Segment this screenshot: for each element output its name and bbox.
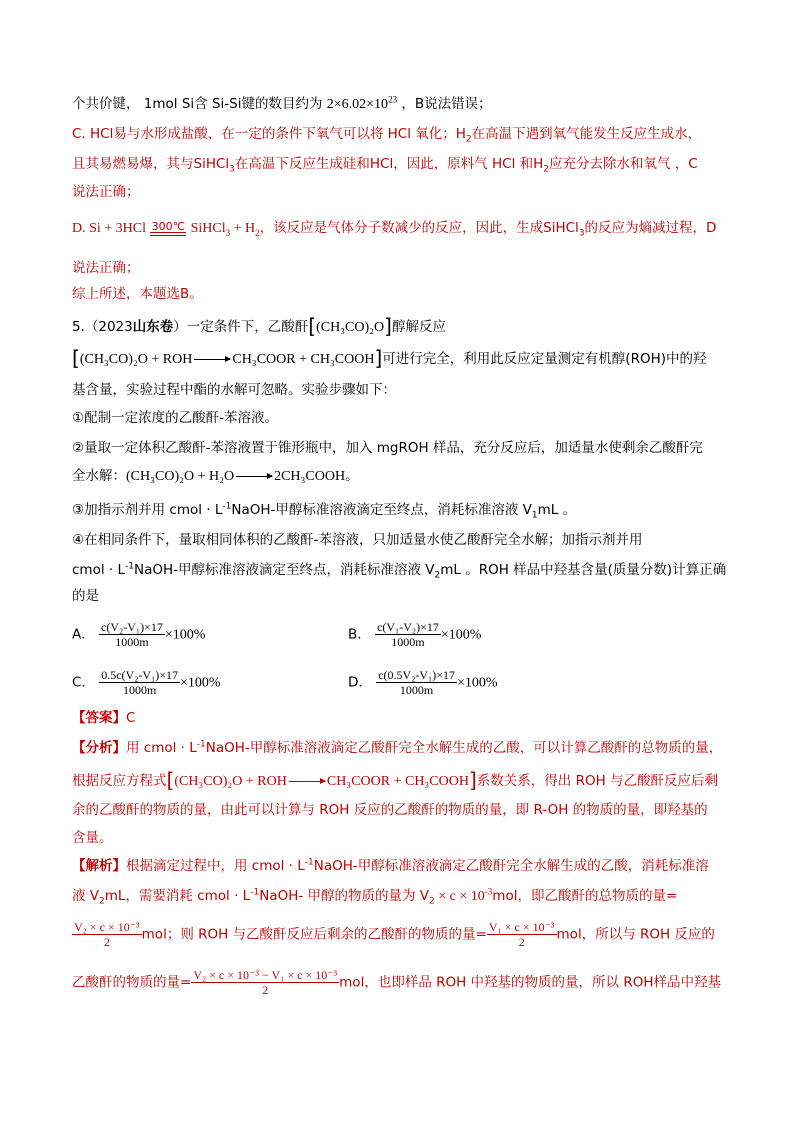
option-b[interactable]: B． $\frac{\text{c(V₁-V₂)×17}}{1000m}$ ×100% [348,620,482,649]
reaction-line: [(CH₃CO)₂O + ROH CH₃COOR + CH₃COOH]可进行完全，利用此反应定量测定有机醇(ROH)中的羟 [72,346,707,370]
text-line: 含量。 [72,830,113,846]
step-2: ②量取一定体积乙酸酐-苯溶液置于锥形瓶中，加入 mgROH 样品，充分反应后，加适量水使剩余乙酸酐完 [72,440,703,456]
analysis: 【分析】用 cmol · $L^{-1}NaOH-$甲醇标准溶液滴定乙酸酐完全水解生成的乙酸，可以计算乙酸酐的总物质的量， [72,739,723,756]
answer: 【答案】C [72,710,136,726]
text: ，B说法错误； [401,96,492,112]
text-line: D. Si + 3HCl 300℃ SiHCl$_3$ + $H_2$，该反应是气体分子数减少的反应，因此，生成SiHCl$_3$的反应为熵减过程，D [72,219,717,239]
text-line: C. HCl易与水形成盐酸，在一定的条件下氧气可以将 HCl 氧化；$H_2$在高温下遇到氧气能发生反应生成水， [72,126,702,145]
option-c[interactable]: C． $\frac{\text{0.5c(V₂-V₁)×17}}{1000m}$ ×100% [72,668,221,697]
text-line: cmol · $L^{-1}NaOH-$甲醇标准溶液滴定至终点，消耗标准溶液 $V_2mL$ 。ROH 样品中羟基含量(质量分数)计算正确 [72,561,727,581]
text-line: 说法正确； [72,260,140,276]
step-4: ④在相同条件下，量取相同体积的乙酸酐-苯溶液，只加适量水使乙酸酐完全水解；加指示剂并用 [72,532,643,548]
option-a[interactable]: A． $\frac{\text{c(V₂-V₁)×17}}{1000m}$ ×100% [72,620,206,649]
text-line: 说法正确； [72,184,140,200]
text-line: 乙酸酐的物质的量= $\frac{\text{V₂ × c × 10⁻³ − V₁ × c × 10⁻³}}{2}$ mol，也即样品 ROH 中羟基的物质的量，所以 ROH样品中羟基 [72,968,722,997]
step-1: ①配制一定浓度的乙酸酐-苯溶液。 [72,410,278,426]
text-line: $\frac{\text{V₂ × c × 10⁻³}}{2}$ mol；则 ROH 与乙酸酐反应后剩余的乙酸酐的物质的量= $\frac{\text{V₁ × c × 10⁻³}}{2}$ mol，所以与 ROH 反应的 [74,920,715,949]
text-line: 且其易燃易爆，其与SiHCl$_3$在高温下反应生成硅和HCl，因此，原料气 HCl 和$H_2$应充分去除水和氧气 ，C [72,156,698,175]
condition-arrow: 300℃ [150,221,186,236]
text-line: 余的乙酸酐的物质的量，由此可以计算与 ROH 反应的乙酸酐的物质的量，即 R-OH 的物质的量，即羟基的 [72,802,708,818]
text-line: 液 $V_2mL$，需要消耗 cmol · $L^{-1}NaOH-$ 甲醇的物质的量为 $V_2 \times c \times 10^{-3}mol$，即乙酸酐的总物质的量= [72,886,678,907]
text-line: 全水解：(CH₃CO)₂O + H₂O 2CH₃COOH。 [72,468,359,484]
text-line: 根据反应方程式[(CH₃CO)₂O + ROH CH₃COOR + CH₃COOH]系数关系，得出 ROH 与乙酸酐反应后剩 [72,768,719,792]
option-d[interactable]: D． $\frac{\text{c(0.5V₂-V₁)×17}}{1000m}$ ×100% [348,668,498,697]
step-3: ③加指示剂并用 cmol · $L^{-1}NaOH-$甲醇标准溶液滴定至终点，消耗标准溶液 $V_1mL$ 。 [72,501,577,521]
text-line [72,94,492,115]
explanation: 【解析】根据滴定过程中，用 cmol · $L^{-1}NaOH-$甲醇标准溶液滴定乙酸酐完全水解生成的乙酸，消耗标准溶 [72,857,709,874]
text-line: 的是 [72,588,99,604]
math: $2\times 6.02\times 10^{23}$ [326,94,398,112]
text: 个共价键， 1mol Si含 Si-Si键的数目约为 [72,96,323,112]
question-header: 5.（2023山东卷）一定条件下，乙酸酐[(CH₃CO)₂O]醇解反应 [72,314,446,338]
text-line: 基含量，实验过程中酯的水解可忽略。实验步骤如下： [72,382,396,398]
text-line: 综上所述，本题选B。 [72,286,203,302]
